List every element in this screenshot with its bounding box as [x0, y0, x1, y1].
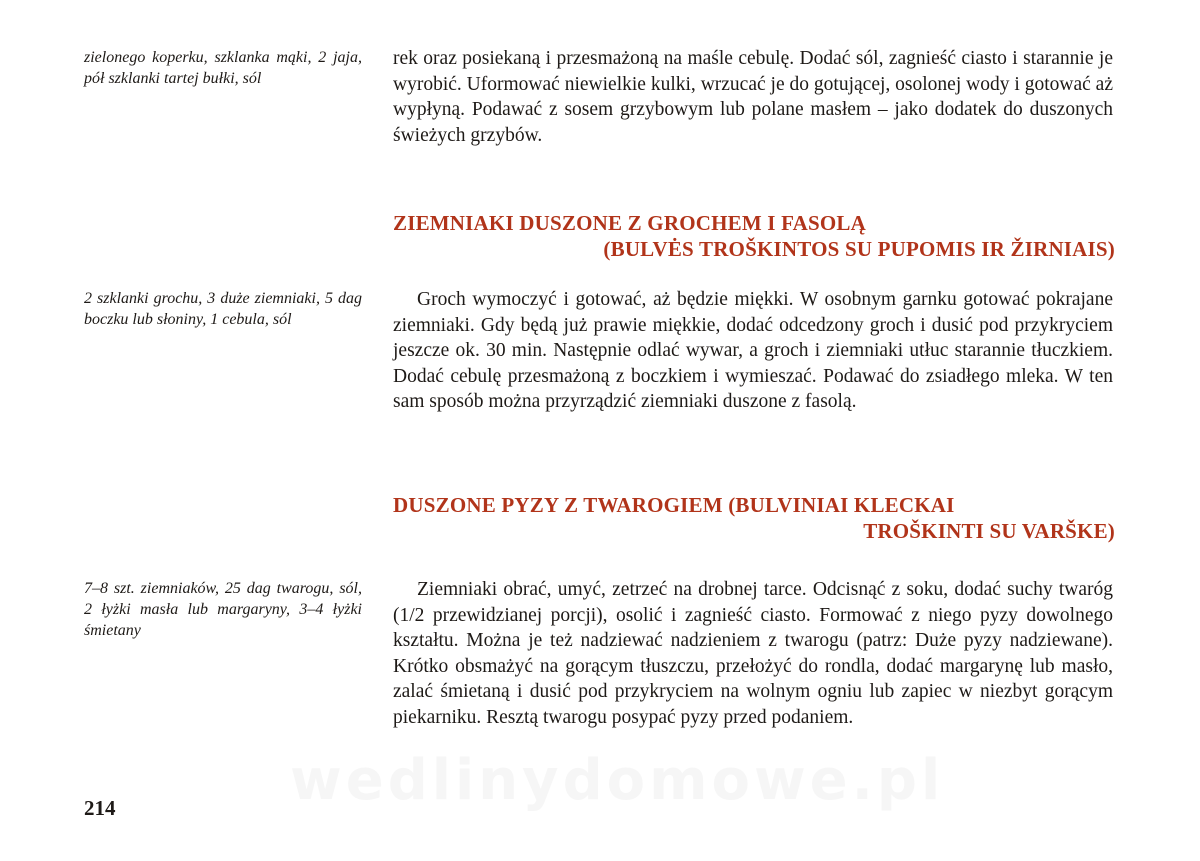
recipe-title [393, 210, 1115, 262]
recipe-title-line: DUSZONE PYZY Z TWAROGIEM (BULVINIAI KLECKAI [393, 493, 955, 517]
watermark: wedlinydomowe.pl [290, 748, 945, 813]
recipe-text: Groch wymoczyć i gotować, aż będzie miękki. W osobnym garnku gotować pokrajane ziemniaki. Gdy będą już prawie miękkie, dodać odcedzony groch i dusić pod przykryciem jeszcze ok. 30 min. Następnie odlać wywar, a groch i ziemniaki utłuc starannie tłuczkiem. Dodać cebulę przesmażoną z boczkiem i wymieszać. Podawać do zsiadłego mleka. W ten sam sposób można przyrządzić ziemniaki duszone z fasolą. [393, 289, 1113, 412]
ingredients-list: 2 szklanki grochu, 3 duże ziemniaki, 5 dag boczku lub słoniny, 1 cebula, sól [84, 290, 362, 328]
recipe-title-line: TROŠKINTI SU VARŠKE) [863, 519, 1115, 543]
ingredients-list: 7–8 szt. ziemniaków, 25 dag twarogu, sól, 2 łyżki masła lub margaryny, 3–4 łyżki śmietany [84, 580, 362, 639]
ingredients-list: zielonego koperku, szklanka mąki, 2 jaja, pół szklanki tartej bułki, sól [84, 49, 362, 87]
page-number: 214 [84, 796, 116, 820]
recipe-text: Ziemniaki obrać, umyć, zetrzeć na drobnej tarce. Odcisnąć z soku, dodać suchy twaróg (1/2 przewidzianej porcji), osolić i zagnieść ciasto. Formować z niego pyzy dowolnego kształtu. Można je też nadziewać nadzieniem z twarogu (patrz: Duże pyzy nadziewane). Krótko obsmażyć na gorącym tłuszczu, przełożyć do rondla, dodać margarynę lub masło, zalać śmietaną i dusić pod przykryciem na wolnym ogniu lub zapiec w niezbyt gorącym piekarniku. Resztą twarogu posypać pyzy przed podaniem. [393, 579, 1113, 728]
recipe-title [393, 492, 1115, 544]
recipe-title-line: (BULVĖS TROŠKINTOS SU PUPOMIS IR ŽIRNIAIS) [603, 237, 1115, 261]
recipe-text: rek oraz posiekaną i przesmażoną na maśle cebulę. Dodać sól, zagnieść ciasto i starannie je wyrobić. Uformować niewielkie kulki, wrzucać je do gotującej, osolonej wody i gotować aż wypłyną. Podawać z sosem grzybowym lub polane masłem – jako dodatek do duszonych świeżych grzybów. [393, 48, 1113, 146]
recipe-title-line: ZIEMNIAKI DUSZONE Z GROCHEM I FASOLĄ [393, 211, 866, 235]
